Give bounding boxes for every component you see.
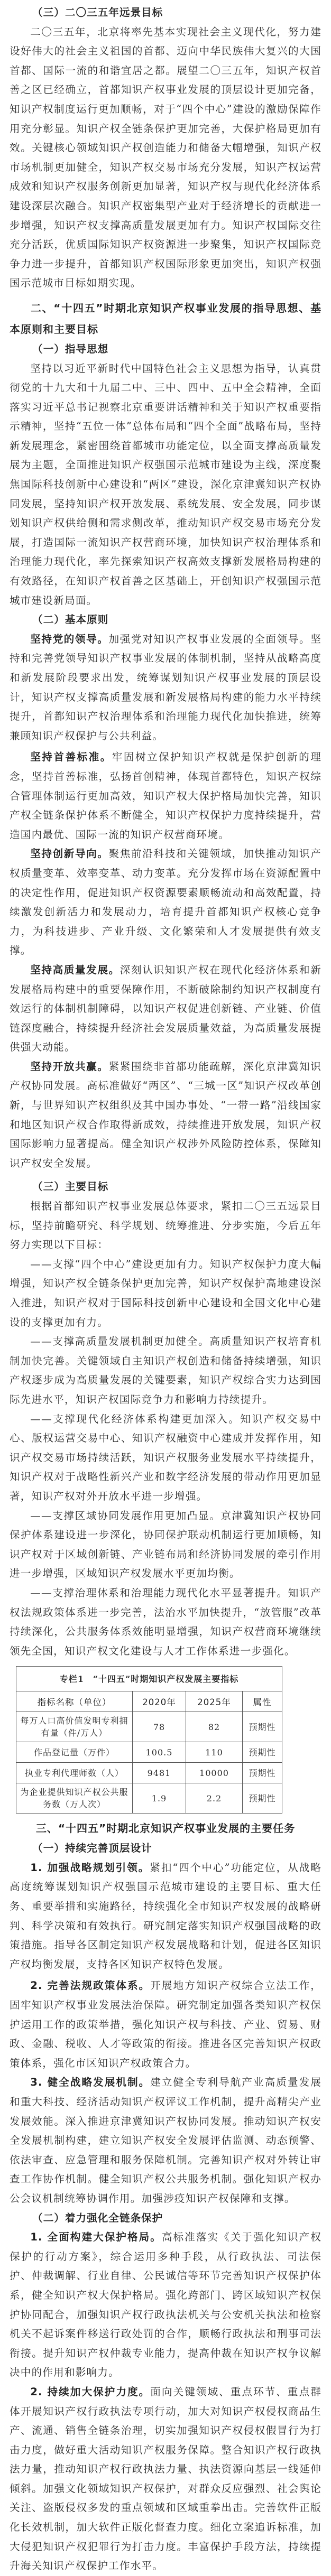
principle-lead: 坚持党的领导。 — [30, 633, 109, 645]
cell-indicator-name: 执业专利代理师数（人） — [16, 1763, 133, 1783]
cell-2020: 1.9 — [133, 1783, 186, 1814]
cell-2020: 9481 — [133, 1763, 186, 1783]
table-caption: 专栏1 “十四五”时期知识产权发展主要指标 — [16, 1667, 282, 1691]
cell-2025: 2.2 — [186, 1783, 243, 1814]
task-text: 开展地方知识产权综合立法工作，固牢知识产权事业发展法治保障。研究制定加强各类知识产权保护运用工作的政策举措，强化知识产权与科技、产业、贸易、财政、金融、税收、人才等政策的衔接。推进各区完善知识产权政策体系，强化市区知识产权政策合力。 — [10, 1979, 321, 2069]
cell-attribute: 预期性 — [243, 1783, 282, 1814]
principle-text: 牢固树立保护知识产权就是保护创新的理念，坚持首善标准，弘扬首创精神，体现首都特色，知识产权综合管理体制运行更加高效，知识产权大保护格局加快完善，知识产权全链条保护体系不断健全，知识产权保护力度持续提升，营造国内最优、国际一流的知识产权营商环境。 — [10, 751, 321, 841]
section-heading-basic-principles: （二）基本原则 — [32, 613, 109, 626]
goal-item: ——支撑高质量发展机制更加健全。高质量知识产权培育机制加快完善。关键领域自主知识产权创造和储备持续增强，知识产权逐步成为高质量发展的关键要素，知识产权综合实力达到国际先进水平，知识产权国际竞争力和影响力持续提升。 — [10, 1335, 321, 1406]
task-item — [10, 1976, 321, 2073]
principle-party-leadership — [10, 630, 321, 746]
chapter-heading-main-tasks: 三、“十四五”时期北京知识产权事业发展的主要任务 — [35, 1822, 296, 1835]
principle-text: 紧紧围绕非首都功能疏解，深化京津冀知识产权协同发展。高标准做好“两区”、“三城一区”知识产权改革创新，与世界知识产权组织及其中国办事处、“一带一路”沿线国家和地区知识产权合作取得新成效，持续推进开放发展，知识产权国际影响力显著提高。健全知识产权涉外风险防控体系，保障知识产权安全发展。 — [10, 1060, 321, 1169]
cell-indicator-name: 每万人口高价值发明专利拥有量（件/万人） — [16, 1712, 133, 1742]
goal-item: ——支撑治理体系和治理能力现代化水平显著提升。知识产权法规政策体系进一步完善，法治水平加快提升，“放管服”改革持续深化，公共服务体系效能明显增强，知识产权营商环境继续领先全国，知识产权文化建设与人才工作体系进一步强化。 — [10, 1586, 321, 1657]
principle-text: 加强党对知识产权事业发展的全面领导。坚持和完善党领导知识产权事业发展的体制机制，坚持从战略高度和新发展阶段要求出发，统筹谋划知识产权事业发展的顶层设计，知识产权支撑高质量发展和新发展格局构建的能力水平持续提升，首都知识产权治理体系和治理能力现代化加快推进，统筹兼顾知识产权保护与公共利益。 — [10, 633, 321, 742]
column-header-2020: 2020年 — [133, 1691, 186, 1712]
section-heading-main-goals: （三）主要目标 — [32, 1180, 109, 1193]
principle-innovation — [10, 844, 321, 961]
chapter-heading-guiding-principles-goals: 二、“十四五”时期北京知识产权事业发展的指导思想、基本原则和主要目标 — [10, 301, 321, 336]
principle-open-win-win — [10, 1057, 321, 1174]
column-header-indicator-name: 指标名称（单位） — [16, 1691, 133, 1712]
task-lead: 3. 健全战略发展机制。 — [30, 2076, 151, 2089]
cell-attribute: 预期性 — [243, 1763, 282, 1783]
principle-lead: 坚持创新导向。 — [30, 848, 109, 860]
section-heading-guiding-ideology: （一）指导思想 — [32, 342, 109, 355]
principle-text: 深刻认识知识产权在现代化经济体系和新发展格局构建中的重要保障作用，不断破除制约知识产权制度有效运行的体制机制障碍，以知识产权促进创新链、产业链、价值链深度融合，持续提升经济社会发展质量效益，为高质量发展提供强大动能。 — [10, 963, 321, 1054]
task-item — [10, 2228, 321, 2383]
principle-text: 聚焦前沿科技和关键领域，加快推动知识产权质量变革、效率变革、动力变革。充分发挥市场在资源配置中的决定性作用，促进知识产权资源要素顺畅流动和高效配置，持续激发创新活力和发展动力，培育提升首都知识产权核心竞争力，为科技进步、产业升级、文化繁荣和人才发展提供有效支撑。 — [10, 848, 321, 957]
task-text: 建立健全专利导航产业高质量发展和重大科技、经济活动知识产权评议工作机制，提升高精尖产业发展效能。深入推进京津冀知识产权协同发展。推动知识产权安全发展机制构建，建立知识产权安全发展评估监测、动态预警、依法审查、应急管理和服务保障机制。完善知识产权对外转让审查工作协作机制。健全知识产权公共服务机制。强化知识产权办公会议机制统筹协调作用。加强涉疫知识产权保障和支撑。 — [10, 2076, 321, 2205]
column-header-attribute: 属性 — [243, 1691, 282, 1712]
table-header-row — [16, 1691, 282, 1712]
cell-2025: 10000 — [186, 1763, 243, 1783]
paragraph-2035-vision: 二〇三五年，北京将率先基本实现社会主义现代化，努力建设好伟大的社会主义祖国的首都、迈向中华民族伟大复兴的大国首都、国际一流的和谐宜居之都。展望二〇三五年，知识产权首善之区已经确立，首都知识产权事业发展的顶层设计更加完备，知识产权制度运行更加顺畅，对于“四个中心”建设的激励保障作用充分彰显。知识产权全链条保护更加完善，大保护格局更加有效。关键核心领域知识产权创造能力和储备大幅增强，知识产权市场机制更加健全，知识产权交易市场充分发展，知识产权运营成效和知识产权服务创新更加显著，知识产权与现代化经济体系建设深层次融合。知识产权密集型产业对于经济增长的贡献进一步增强，知识产权支撑高质量发展更加有力。知识产权国际交往充分活跃，优质国际知识产权资源进一步聚集，知识产权国际竞争力进一步提升，首都知识产权国际形象更加突出，知识产权强国示范城市目标如期实现。 — [10, 25, 321, 290]
cell-2025: 110 — [186, 1742, 243, 1763]
task-item — [10, 1858, 321, 1975]
cell-attribute: 预期性 — [243, 1742, 282, 1763]
table-row — [16, 1763, 282, 1783]
task-text: 高标准落实《关于强化知识产权保护的行动方案》，综合运用多种手段，从行政执法、司法保护、仲裁调解、行业自律、公民诚信等环节完善知识产权保护体系，健全知识产权大保护格局。强化跨部门、跨区域知识产权保护协同配合，加强知识产权行政执法机关与公安机关执法和检察机关不起诉案件移送行政处罚的合作，顺畅行政执法和刑事司法衔接。提升知识产权仲裁专业能力，提高仲裁在知识产权争议解决中的作用和影响力。 — [10, 2231, 321, 2379]
cell-2020: 100.5 — [133, 1742, 186, 1763]
section-heading-top-level-design: （一）持续完善顶层设计 — [32, 1842, 152, 1855]
cell-2020: 78 — [133, 1712, 186, 1742]
principle-high-quality — [10, 961, 321, 1057]
principle-lead: 坚持首善标准。 — [30, 751, 112, 764]
task-text: 紧扣“四个中心”功能定位，从战略高度统筹谋划知识产权强国示范城市建设的主要目标、重大任务、重要举措和实施路径，持续强化全市知识产权发展的战略研判、科学决策和有效执行。研究制定落实知识产权强国战略的政策措施。指导各区制定知识产权发展战略和计划，促进各区知识产权均衡发展，支持各区知识产权特色发展。 — [10, 1861, 321, 1970]
task-lead: 1. 全面构建大保护格局。 — [30, 2231, 162, 2244]
task-lead: 2. 完善法规政策体系。 — [30, 1979, 151, 1992]
principle-lead: 坚持开放共赢。 — [30, 1060, 109, 1073]
goal-item: ——支撑现代化经济体系构建更加深入。知识产权交易中心、版权运营交易中心、知识产权融资中心建成并发挥作用，知识产权交易市场持续活跃，知识产权服务业发展水平持续提升，知识产权对于战略性新兴产业和数字经济发展的带动作用更加显著，知识产权对外开放水平进一步增强。 — [10, 1412, 321, 1502]
goal-item: ——支撑“四个中心”建设更加有力。知识产权保护力度大幅增强，知识产权全链条保护更加完善，知识产权保护高地建设深入推进，知识产权对于国际科技创新中心建设和全国文化中心建设的支撑更加有力。 — [10, 1258, 321, 1328]
cell-indicator-name: 作品登记量（万件） — [16, 1742, 133, 1763]
table-row — [16, 1712, 282, 1742]
goal-item: ——支撑区域协同发展作用更加凸显。京津冀知识产权协同保护体系建设进一步深化，协同保护联动机制运行更加顺畅，知识产权对于区域创新链、产业链布局和经济协同发展的牵引作用进一步增强，区域知识产权发展水平更加均衡。 — [10, 1509, 321, 1580]
cell-indicator-name: 为企业提供知识产权公共服务数（万人次） — [16, 1783, 133, 1814]
task-lead: 1. 加强战略规划引领。 — [30, 1861, 150, 1874]
paragraph-goals-intro: 根据首都知识产权事业发展总体要求，紧扣二〇三五远景目标，坚持前瞻研究、科学规划、统筹推进、分步实施，今后五年努力实现以下目标： — [10, 1200, 321, 1251]
cell-2025: 82 — [186, 1712, 243, 1742]
task-item — [10, 2383, 321, 2576]
task-text: 面向关键领域、重点环节、重点群体开展知识产权行政执法专项行动，加大对知识产权侵权商品生产、流通、销售全链条治理，切实加强知识产权侵权假冒行为打击力度，做好重大活动知识产权服务保障。整合知识产权行政执法力量，推动知识产权行政执法力量、执法资源向基层一线延伸倾斜。加强文化领域知识产权保护，对群众反应强烈、社会舆论关注、盗版侵权多发的重点领域和区域重拳出击。完善软件正版化长效机制，加大软件正版化督查力度。细化立案追诉标准，加大侵犯知识产权犯罪行为打击力度。丰富保护手段方法，持续提升海关知识产权保护工作水平。 — [10, 2385, 321, 2572]
section-heading-full-chain-protection: （二）着力强化全链条保护 — [32, 2211, 163, 2224]
task-item — [10, 2073, 321, 2208]
section-heading-2035-vision: （三）二〇三五年远景目标 — [32, 6, 163, 18]
task-lead: 2. 持续加大保护力度。 — [30, 2385, 151, 2398]
cell-attribute: 预期性 — [243, 1712, 282, 1742]
table-row — [16, 1742, 282, 1763]
indicators-table — [16, 1666, 282, 1814]
column-header-2025: 2025年 — [186, 1691, 243, 1712]
principle-lead: 坚持高质量发展。 — [30, 963, 120, 976]
table-row — [16, 1783, 282, 1814]
principle-capital-standard — [10, 748, 321, 844]
paragraph-guiding-ideology: 坚持以习近平新时代中国特色社会主义思想为指导，认真贯彻党的十九大和十九届二中、三中、四中、五中全会精神，全面落实习近平总书记视察北京重要讲话精神和关于知识产权重要指示精神，坚持“五位一体”总体布局和“四个全面”战略布局，坚持新发展理念，紧密围绕首都城市功能定位，以全面支撑高质量发展为主题，全面推进知识产权强国示范城市建设为主线，深度聚焦国际科技创新中心建设和“两区”建设，深化京津冀知识产权协同发展，坚持知识产权开放发展、系统发展、安全发展，同步谋划知识产权供给侧和需求侧改革，推动知识产权交易市场充分发展，打造国际一流知识产权营商环境，加快知识产权治理体系和治理能力现代化，率先探索知识产权高效支撑新发展格局构建的有效路径，在知识产权首善之区基础上，开创知识产权强国示范城市建设新局面。 — [10, 362, 321, 607]
